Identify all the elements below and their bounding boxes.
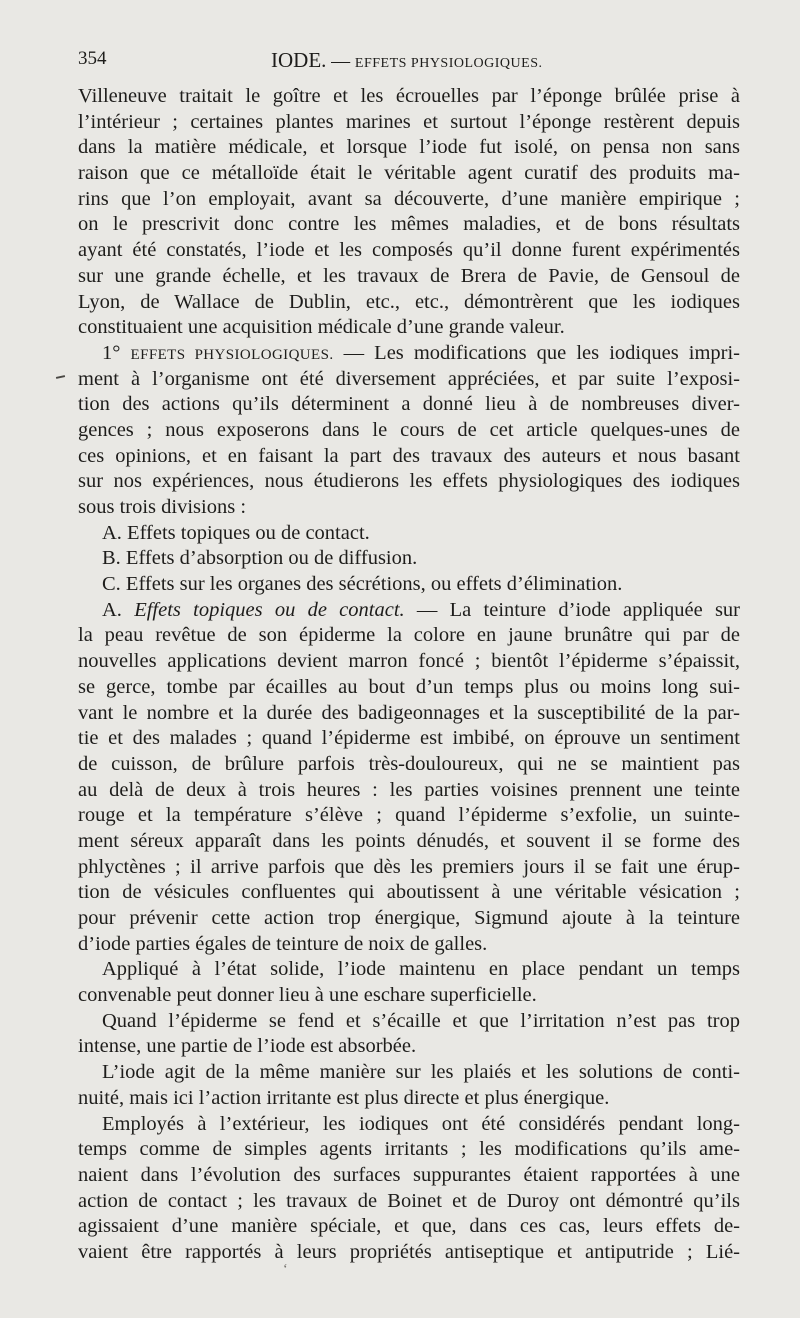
line-text: on le prescrivit donc contre les mêmes maladies, et de bons résultats: [78, 213, 740, 236]
text-line: [78, 367, 740, 393]
text-line: [78, 187, 740, 213]
text-line: [78, 1163, 740, 1189]
running-title-section: EFFETS PHYSIOLOGIQUES.: [354, 56, 543, 71]
line-text: agissaient d’une manière spéciale, et que, dans ces cas, leurs effets de-: [78, 1215, 740, 1238]
text-line: [78, 315, 740, 341]
line-text: ces opinions, et en faisant la part des travaux des auteurs et nous basant: [78, 444, 740, 467]
line-text: ment séreux apparaît dans les points dénudés, et souvent il se forme des: [78, 829, 740, 852]
line-text: ment à l’organisme ont été diversement appréciées, et par suite l’exposi-: [78, 367, 740, 390]
line-text: ayant été constatés, l’iode et les composés qu’il donne furent expérimentés: [78, 239, 740, 262]
line-text: gences ; nous exposerons dans le cours de cet article quelques-unes de: [78, 418, 740, 441]
text-line: [78, 238, 740, 264]
margin-mark: [56, 375, 65, 379]
text-line: [78, 778, 740, 804]
line-text: Quand l’épiderme se fend et s’écaille et que l’irritation n’est pas trop: [102, 1009, 740, 1032]
line-text: sur nos expériences, nous étudierons les effets physiologiques des iodiques: [78, 470, 740, 493]
text-line: [78, 906, 740, 932]
text-line: [78, 418, 740, 444]
text-line: [78, 1009, 740, 1035]
line-text: intense, une partie de l’iode est absorbée.: [78, 1035, 417, 1058]
text-line: [78, 264, 740, 290]
line-text: — La teinture d’iode appliquée sur: [404, 598, 740, 621]
text-line: [78, 752, 740, 778]
line-text: au delà de deux à trois heures : les parties voisines prennent une teinte: [78, 778, 740, 801]
line-text: constituaient une acquisition médicale d’une grande valeur.: [78, 316, 565, 339]
line-text: temps comme de simples agents irritants ; les modifications qu’ils ame-: [78, 1138, 740, 1161]
line-text: Appliqué à l’état solide, l’iode maintenu en place pendant un temps: [102, 958, 740, 981]
line-text: la peau revêtue de son épiderme la colore en jaune brunâtre qui par de: [78, 624, 740, 647]
line-text: C. Effets sur les organes des sécrétions, ou effets d’élimination.: [102, 573, 623, 596]
line-text: action de contact ; les travaux de Boinet et de Duroy ont démontré qu’ils: [78, 1189, 740, 1212]
line-prefix: A.: [102, 598, 135, 621]
line-text: phlyctènes ; il arrive parfois que dès les premiers jours il se fait une érup-: [78, 855, 740, 878]
line-text: B. Effets d’absorption ou de diffusion.: [102, 547, 418, 570]
bottom-mark: ʻ: [283, 1262, 288, 1277]
text-line: [78, 957, 740, 983]
text-line: [78, 1112, 740, 1138]
line-text: Employés à l’extérieur, les iodiques ont été considérés pendant long-: [102, 1112, 740, 1135]
text-line: [78, 829, 740, 855]
line-text: rins que l’on employait, avant sa découverte, d’une manière empirique ;: [78, 187, 740, 210]
line-text: tie et des malades ; quand l’épiderme est imbibé, on éprouve un sentiment: [78, 727, 740, 750]
text-line: [78, 135, 740, 161]
line-text: A. Effets topiques ou de contact.: [102, 521, 370, 544]
line-text: nuité, mais ici l’action irritante est plus directe et plus énergique.: [78, 1086, 610, 1109]
running-title: [271, 48, 542, 73]
text-line: [78, 880, 740, 906]
text-line: [78, 1086, 740, 1112]
line-text: d’iode parties égales de teinture de noix de galles.: [78, 932, 488, 955]
line-prefix: 1°: [102, 341, 131, 364]
text-line: [78, 855, 740, 881]
line-text: rouge et la température s’élève ; quand l’épiderme s’exfolie, un suinte-: [78, 804, 740, 827]
text-line: [78, 932, 740, 958]
text-line: [78, 1240, 740, 1266]
line-text: tion de vésicules confluentes qui aboutissent à une véritable vésication ;: [78, 881, 740, 904]
text-line: [78, 469, 740, 495]
text-line: [78, 623, 740, 649]
line-text: tion des actions qu’ils déterminent a donné lieu à de nombreuses diver-: [78, 393, 740, 416]
line-text: vaient être rapportés à leurs propriétés antiseptique et antiputride ; Lié-: [78, 1240, 740, 1263]
text-line: [78, 495, 740, 521]
text-line: [78, 803, 740, 829]
text-line: [78, 675, 740, 701]
line-text: raison que ce métalloïde était le véritable agent curatif des produits ma-: [78, 162, 740, 185]
text-line: [78, 161, 740, 187]
text-line: [78, 84, 740, 110]
text-line: [78, 649, 740, 675]
line-text: vant le nombre et la durée des badigeonnages et la susceptibilité de la par-: [78, 701, 740, 724]
line-text: sur une grande échelle, et les travaux de Brera de Pavie, de Gensoul de: [78, 264, 740, 287]
text-line: [78, 1189, 740, 1215]
text-line: [78, 1137, 740, 1163]
text-line: [78, 110, 740, 136]
running-header: [78, 48, 742, 78]
text-line: [78, 983, 740, 1009]
line-text: dans la matière médicale, et lorsque l’iode fut isolé, on pensa non sans: [78, 136, 740, 159]
line-text: pour prévenir cette action trop énergique, Sigmund ajoute à la teinture: [78, 907, 740, 929]
text-line: [78, 1034, 740, 1060]
text-line: [78, 212, 740, 238]
line-text: naient dans l’évolution des surfaces suppurantes étaient rapportées à une: [78, 1163, 740, 1186]
running-title-separator: —: [326, 51, 355, 72]
line-text: nouvelles applications devient marron foncé ; bientôt l’épiderme s’épaissit,: [78, 650, 740, 673]
text-line: [78, 572, 740, 598]
line-text: sous trois divisions :: [78, 496, 247, 518]
text-line: [78, 598, 740, 624]
subsection-heading: Effets topiques ou de contact.: [134, 598, 405, 621]
section-heading: EFFETS PHYSIOLOGIQUES.: [130, 346, 334, 363]
line-text: de cuisson, de brûlure parfois très-douloureux, qui ne se maintient pas: [78, 752, 740, 775]
line-text: Villeneuve traitait le goître et les écrouelles par l’éponge brûlée prise à: [78, 85, 740, 107]
text-line: [78, 726, 740, 752]
text-line: [78, 546, 740, 572]
text-line: [78, 521, 740, 547]
line-text: se gerce, tombe par écailles au bout d’un temps plus ou moins long sui-: [78, 675, 740, 698]
line-text: — Les modifications que les iodiques impri-: [333, 341, 740, 364]
line-text: convenable peut donner lieu à une eschare superficielle.: [78, 984, 537, 1007]
text-line: [78, 392, 740, 418]
page-number: 354: [78, 48, 107, 69]
text-line: [78, 341, 740, 367]
text-line: [78, 290, 740, 316]
line-text: l’intérieur ; certaines plantes marines et surtout l’éponge restèrent depuis: [78, 110, 740, 133]
text-line: [78, 1060, 740, 1086]
line-text: Lyon, de Wallace de Dublin, etc., etc., démontrèrent que les iodiques: [78, 290, 740, 313]
body-text: [78, 84, 740, 1266]
line-text: L’iode agit de la même manière sur les plaiés et les solutions de conti-: [102, 1061, 740, 1084]
text-line: [78, 701, 740, 727]
text-line: [78, 1214, 740, 1240]
text-line: [78, 444, 740, 470]
running-title-main: IODE.: [271, 48, 327, 72]
